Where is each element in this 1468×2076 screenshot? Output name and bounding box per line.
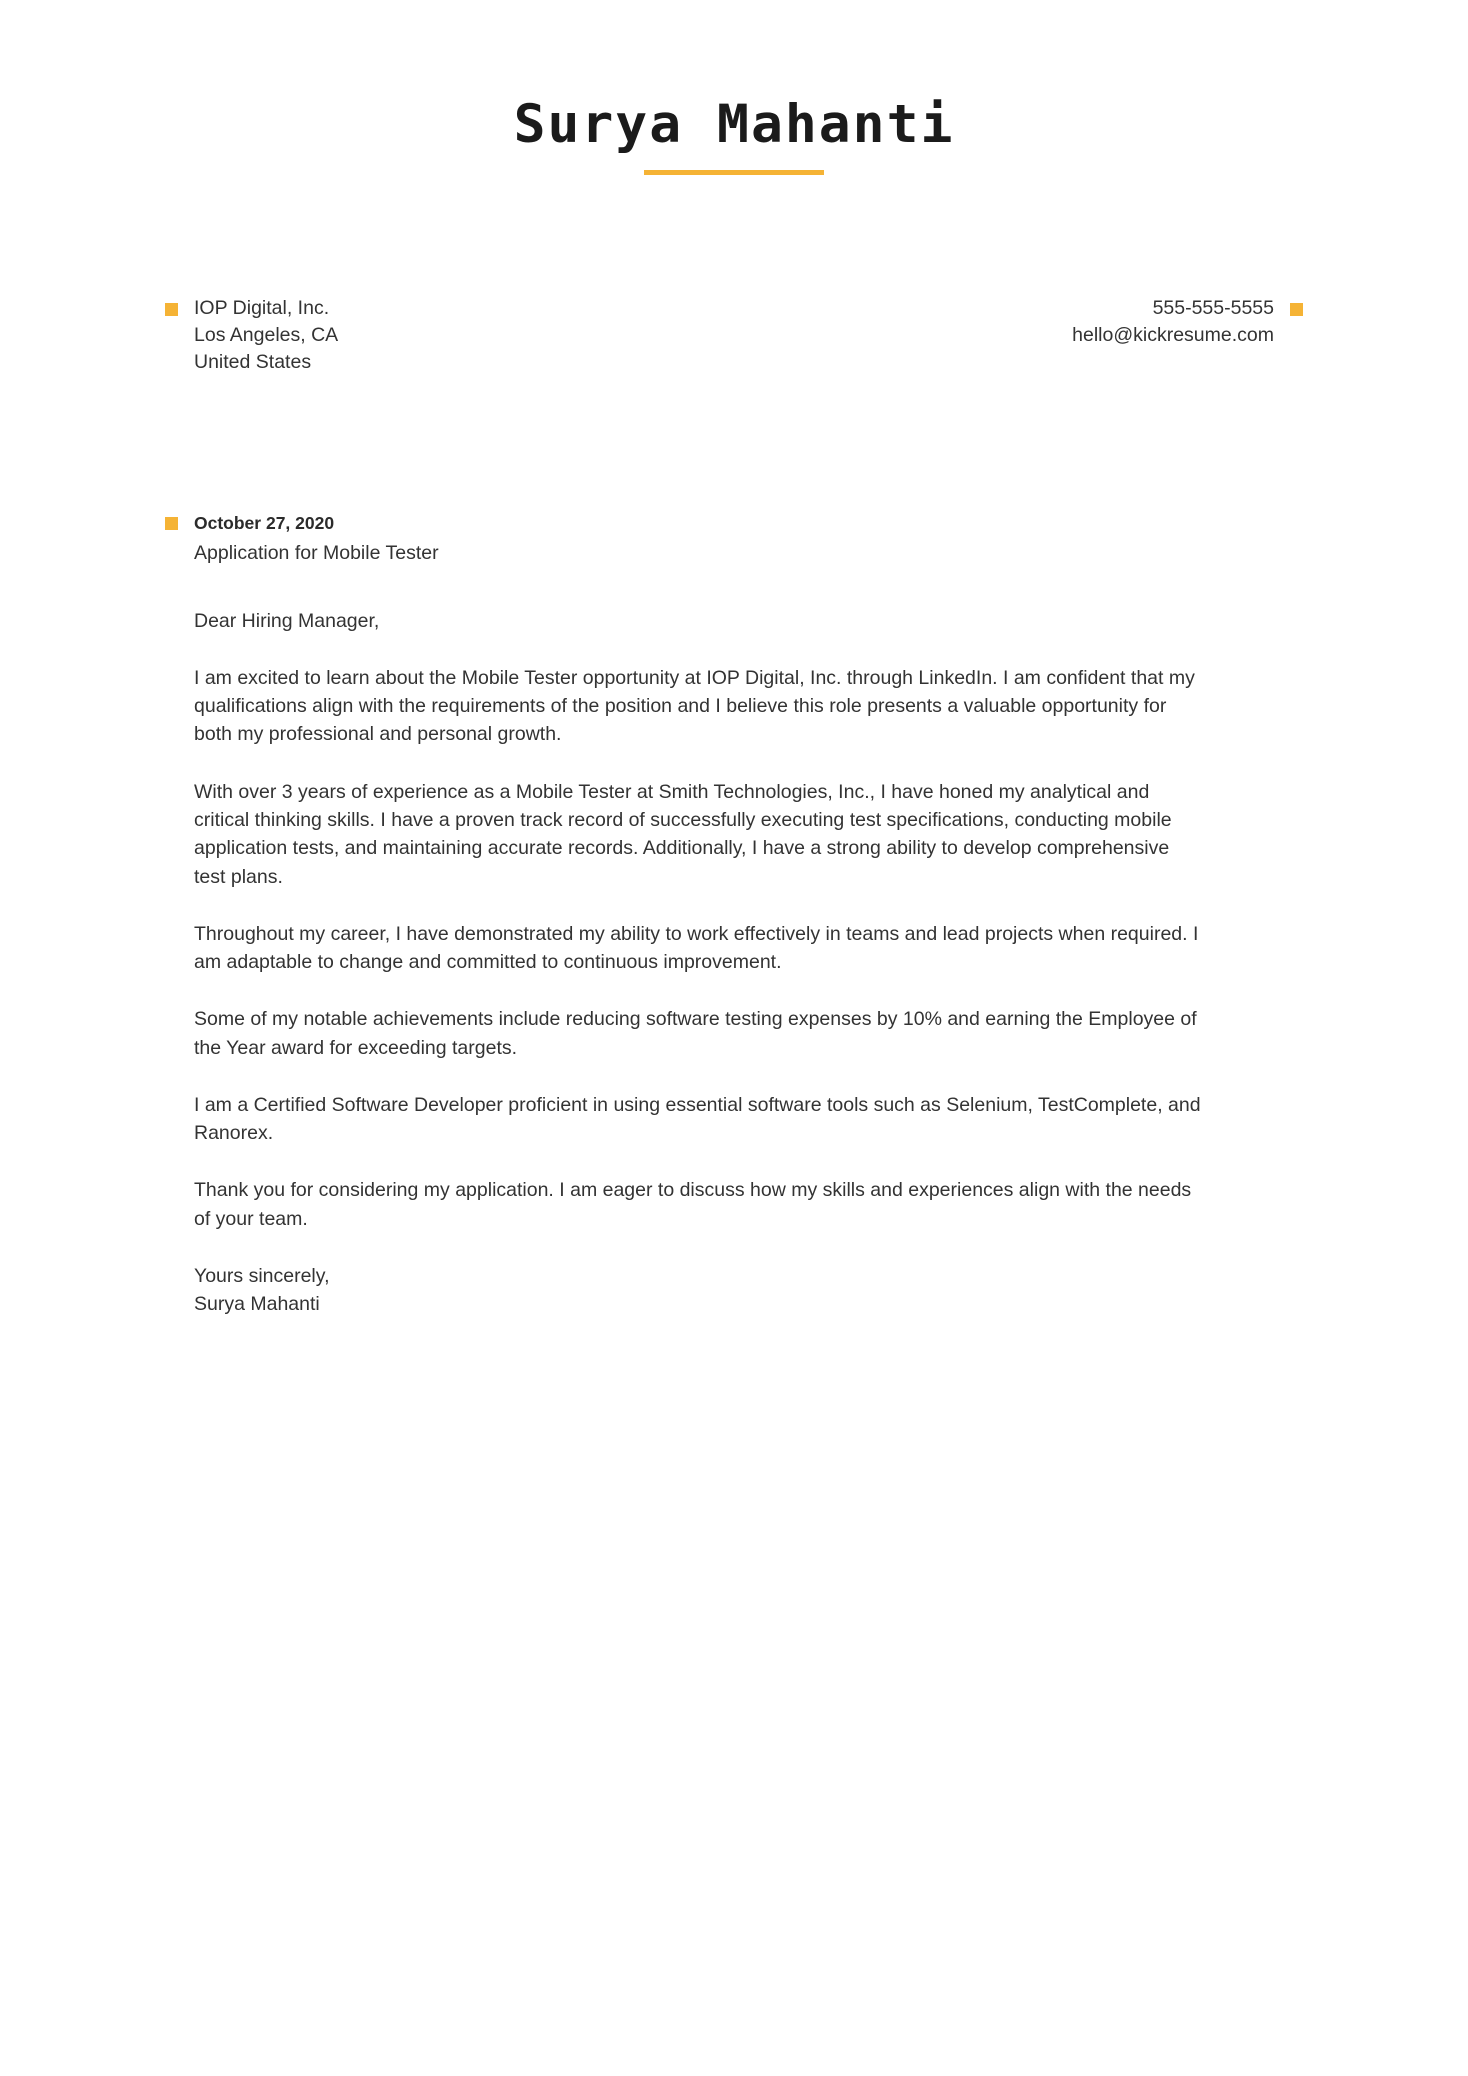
date-row — [165, 511, 1303, 536]
recipient-city: Los Angeles, CA — [194, 324, 339, 347]
square-bullet-icon — [165, 303, 178, 316]
title-underline-accent — [644, 170, 824, 175]
paragraph-1: I am excited to learn about the Mobile Tester opportunity at IOP Digital, Inc. through LinkedIn. I am confident that my qualifications align with the requirements of the position and I believe this role presents a valuable opportunity for both my professional and personal growth. — [194, 666, 1195, 746]
recipient-country: United States — [194, 351, 312, 374]
sender-phone: 555-555-5555 — [1152, 297, 1274, 320]
recipient-address-block — [165, 295, 338, 376]
contact-row — [165, 295, 1303, 376]
letter-date: October 27, 2020 — [194, 513, 335, 534]
square-bullet-icon — [1290, 303, 1303, 316]
paragraph-5: I am a Certified Software Developer proficient in using essential software tools such as Selenium, TestComplete, and Ranorex. — [194, 1093, 1201, 1145]
letter-subject: Application for Mobile Tester — [194, 542, 439, 565]
paragraph-3: Throughout my career, I have demonstrated my ability to work effectively in teams and lead projects when required. I am adaptable to change and committed to continuous improvement. — [194, 922, 1199, 974]
letter-body — [165, 511, 1303, 1318]
salutation: Dear Hiring Manager, — [194, 609, 380, 632]
sender-contact-block — [1072, 295, 1303, 349]
paragraph-2: With over 3 years of experience as a Mobile Tester at Smith Technologies, Inc., I have honed my analytical and critical thinking skills. I have a proven track record of successfully executing test specifications, conducting mobile application tests, and maintaining accurate records. Additionally, I have a strong ability to develop comprehensive test plans. — [194, 780, 1172, 888]
paragraph-6: Thank you for considering my application. I am eager to discuss how my skills and experiences align with the needs of your team. — [194, 1179, 1192, 1230]
paragraph-4: Some of my notable achievements include reducing software testing expenses by 10% and earning the Employee of the Year award for exceeding targets. — [194, 1008, 1197, 1059]
letter-paragraphs — [165, 607, 1303, 1319]
square-bullet-icon — [165, 517, 178, 530]
closing: Yours sincerely, — [194, 1264, 330, 1287]
signature-name: Surya Mahanti — [194, 1293, 320, 1316]
recipient-company: IOP Digital, Inc. — [194, 297, 330, 320]
page-title: Surya Mahanti — [513, 94, 955, 155]
letter-header — [165, 0, 1303, 175]
sender-email[interactable]: hello@kickresume.com — [1072, 324, 1274, 347]
